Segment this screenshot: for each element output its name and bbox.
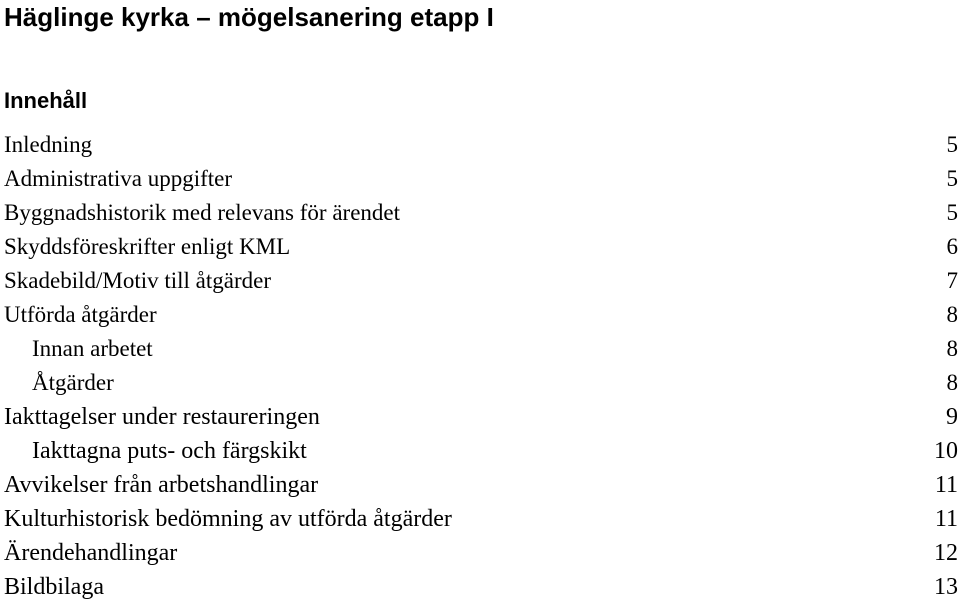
toc-entry-page: 13 <box>934 574 958 600</box>
table-of-contents <box>0 128 960 604</box>
toc-entry-label: Iakttagelser under restaureringen <box>4 404 320 430</box>
toc-entry-innan-arbetet[interactable] <box>0 332 960 366</box>
toc-entry-skyddsforeskrifter[interactable] <box>0 230 960 264</box>
toc-entry-label: Inledning <box>4 132 93 157</box>
toc-entry-label: Bildbilaga <box>4 574 104 600</box>
toc-entry-label: Administrativa uppgifter <box>4 166 233 191</box>
toc-entry-label: Iakttagna puts- och färgskikt <box>32 438 307 464</box>
toc-entry-bildbilaga[interactable] <box>0 570 960 604</box>
toc-entry-puts-och-fargskikt[interactable] <box>0 434 960 468</box>
toc-entry-page: 10 <box>934 438 958 464</box>
toc-entry-page: 8 <box>946 302 958 327</box>
toc-entry-administrativa-uppgifter[interactable] <box>0 162 960 196</box>
toc-entry-inledning[interactable] <box>0 128 960 162</box>
toc-entry-atgarder[interactable] <box>0 366 960 400</box>
document-title: Häglinge kyrka – mögelsanering etapp I <box>4 2 494 32</box>
toc-entry-iakttagelser[interactable] <box>0 400 960 434</box>
toc-entry-page: 11 <box>934 506 958 532</box>
toc-entry-label: Kulturhistorisk bedömning av utförda åtgärder <box>4 506 452 532</box>
toc-entry-kulturhistorisk-bedomning[interactable] <box>0 502 960 536</box>
toc-entry-page: 6 <box>946 234 958 259</box>
toc-entry-page: 9 <box>946 404 958 430</box>
toc-entry-label: Skadebild/Motiv till åtgärder <box>4 268 272 293</box>
toc-entry-label: Ärendehandlingar <box>4 540 178 566</box>
toc-entry-skadebild[interactable] <box>0 264 960 298</box>
toc-entry-page: 12 <box>934 540 958 566</box>
toc-entry-page: 7 <box>946 268 958 293</box>
toc-entry-label: Skyddsföreskrifter enligt KML <box>4 234 291 259</box>
toc-entry-utforda-atgarder[interactable] <box>0 298 960 332</box>
toc-entry-page: 11 <box>934 472 958 498</box>
toc-entry-label: Avvikelser från arbetshandlingar <box>4 472 319 498</box>
toc-entry-page: 5 <box>946 166 958 191</box>
toc-entry-page: 8 <box>946 370 958 395</box>
toc-heading: Innehåll <box>4 88 88 113</box>
toc-entry-label: Utförda åtgärder <box>4 302 157 327</box>
toc-entry-page: 8 <box>946 336 958 361</box>
toc-entry-arendehandlingar[interactable] <box>0 536 960 570</box>
toc-entry-page: 5 <box>946 200 958 225</box>
toc-entry-label: Åtgärder <box>32 370 114 395</box>
toc-entry-label: Innan arbetet <box>32 336 153 361</box>
toc-entry-page: 5 <box>946 132 958 157</box>
toc-entry-avvikelser[interactable] <box>0 468 960 502</box>
toc-entry-label: Byggnadshistorik med relevans för ärendet <box>4 200 400 225</box>
toc-entry-byggnadshistorik[interactable] <box>0 196 960 230</box>
